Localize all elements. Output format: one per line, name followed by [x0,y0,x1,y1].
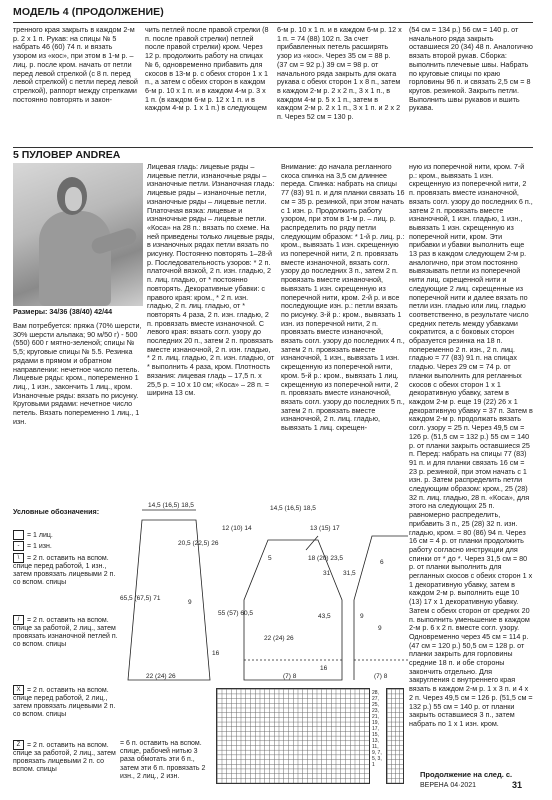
dim-14: 43,5 [318,613,331,620]
cable-left-symbol: / [13,615,24,625]
dim-4: 65,5 (67,5) 71 [120,595,161,602]
top-col-1: тренного края закрыть в каждом 2-м р. 2 х 1 п. Рукав: на спицы № 5 набрать 46 (60) 74 п. и вязать узором из «кос», при этом в 1-м р. – лиц. р. после кром. начать от петли перед левой стрелкой (с 8 п. перед левой стрелкой) с петли перед левой стрелкой), раппорт между стрелками постоянно повторять и закон- [13,25,138,104]
knitting-chart [216,688,370,784]
dim-7: 16 [212,650,220,657]
cable-right-symbol: \ [13,553,24,563]
col-3: Внимание: до начала регланного скоса спинка на 3,5 см длиннее переда. Спинка: набрать на спицы 77 (83) 91 п. и для планки связать 16 см = 35 р. резинкой, при этом начать с 1 изн. р. Продолжить работу узором, при этом в 1-м р. – лиц. р. распределить по ряду петли следующим образом: * 1-й р. лиц. р.: кром., вывязать 1 изн. скрещенную из поперечной нити, 2 п. провязать вместе изнаночной, вязать согл. узору до последних 3 п., затем 2 п. провязать вместе изнаночной, вывязать 1 изн. скрещенную из поперечной нити, кром. 2-й р. и все последующие изн. р.: петли вязать по рисунку. 3-й р.: кром., вывязать 1 изн. из поперечной нити, 2 п. провязать вместе изнаночной, вязать согл. узору до последних 4 п., затем 2 п. провязать вместе изнаночной, 1 изн., вывязать 1 изн. скрещенную из поперечной нити, кром. 5-й р.: кром., вывязать 1 лиц. скрещенную из поперечной нити, 2 п. провязать вместе изнаночной, вязать согл. узору до последних 5 п., затем 2 п. провязать вместе изнаночной, 2 п. лиц. гладью, вывязать 1 лиц. скрещен- [281,162,405,433]
legend-item-cable3: X = 2 п. оставить на вспом. спице перед работой, 2 лиц., затем провязать лицевыми 2 п. со вспом. спицы [13,686,116,719]
legend-item-wrap: = 6 п. оставить на вспом. спице, рабочей нитью 3 раза обмотать эти 6 п., затем эти 6 п. провязать 2 изн., 2 лиц., 2 изн. [120,740,206,780]
top-col-3: 6-м р. 10 х 1 п. и в каждом 6-м р. 12 х 1 п. = 74 (88) 102 п. За счет прибавленных петель расширять узор из «кос». Через 35 см = 88 р. (37 см = 92 р.) 39 см = 98 р. от начального ряда закрыть для окатa рукава с обеих сторон 1 х 8 п., затем в каждом 2-м р. 2 х 2 п., 3 х 1 п., в каждом 4-м р. 5 х 1 п., затем в каждом 2-м р. 2 х 1 п., 3 х 1 п. и 2 х 2 п. Через 52 см = 130 р. [277,25,402,122]
knitting-chart-side [386,688,404,784]
dim-21: 9 [378,625,382,632]
top-col-2: чить петлей после правой стрелки (8 п. после правой стрелки) петлей после правой стрелки) кром. Через 12 р. продолжить работу на спицах № 6, одновременно прибавить для скосов в 13-м р. с обеих сторон 1 х 1 п., а затем с обеих сторон в каждом 6-м р. 10 х 1 п. и в каждом 4-м р. 3 х 1 п. (в каждом 6-м р. 12 х 1 п. и в каждом 4-м р. 1 х 1 п.) в следующем [145,25,269,113]
schematic-diagrams [118,500,408,685]
dim-18: 22 (24) 26 [264,635,294,642]
legend-item-cable2: / = 2 п. оставить на вспом. спице за работой, 2 лиц., затем провязать изнаночной петлей п. со вспом. спицы [13,616,118,649]
header-rule [13,22,533,23]
sizes: Размеры: 34/36 (38/40) 42/44 [13,307,113,316]
dim-19: 31,5 [343,570,356,577]
dim-13: 31 [323,570,331,577]
dim-2: 20,5 (22,5) 26 [178,540,219,547]
dim-8: 22 (24) 26 [146,673,176,680]
knit-symbol [13,530,24,540]
mid-col: Лицевая гладь: лицевые ряды – лицевые петли, изнаночные ряды – изнаночные петли. Изнаночная гладь: лицевые ряды – изнаночные петли, изнаночные ряды – лицевые петли. Платочная вязка: лицевые и изнаночные ряды – лицевые петли. «Коса» на 28 п.: вязать по схеме. На ней приведены только лицевые ряды, в изнаночных рядах петли вязать по рисунку. Постоянно повторять 1–28-й р. Последовательность узоров: * 2 п. платочной вязкой, 2 п. изн. гладью, 2 п. лиц. гладью, от * постоянно повторять. Декоративные убавки: с правого края: кром., * 2 п. изн. гладью, 2 п. лиц. гладью, от * повторять 4 раза, 2 п. изн. гладью, 2 п. провязать вместе изнаночной. С левого края: вязать согл. узору до последних 20 п., затем 2 п. провязать вместе изнаночной, 2 п. изн. гладью, * 2 п. лиц. гладью, 2 п. изн. гладью, от * выполнить 4 раза, кром. Плотность вязания: лицевая гладь – 17,5 п. x 25,5 р. = 10 x 10 см; «Коса» – 28 п. = ширина 13 см. [147,162,275,398]
legend-item-purl: - = 1 изн. [13,541,118,551]
section-title: 5 ПУЛОВЕР ANDREA [13,147,533,162]
dim-12: 18 (20) 23,5 [308,555,344,562]
dim-5: 9 [188,599,192,606]
dim-9: 14,5 (16,5) 18,5 [270,505,316,512]
dim-20: 6 [380,559,384,566]
legend-item-knit: = 1 лиц. [13,530,118,540]
dim-17: 9 [360,613,364,620]
dim-6: 55 (57) 60,5 [218,610,254,617]
col-4: ную из поперечной нити, кром. 7-й р.: кром., вывязать 1 изн. скрещенную из поперечной нити, 2 п. провязать вместе изнаночной, вязать согл. узору до последних 6 п., затем 2 п. провязать вместе изнаночной, 1 изн. гладью, 1 изн., вывязать 1 изн. скрещенную из поперечной нити, кром. Эти прибавки и убавки выполнить еще 13 раз в каждом следующем 2-м р. аналогично, при этом постоянно вывязывать петли из поперечной нити лиц. скрещенной нити и следующие 2 лиц. скрещенные из поперечной нити и далее вязать по петли изн. гладью или лиц. гладью соответственно, в результате число средних петель между убавками сократится, а с боковых сторон образуется резинка на 18 п. попеременно 2 п. изн., 2 п. лиц. гладью = 77 (83) 91 п. на спицах гладью. Через 29 см = 74 р. от планки выполнить для регланных скосов с обеих сторон 1 х 1 декоративную убавку, затем в каждом 2-м р. еще 19 (22) 26 х 1 декоративную убавку = 37 п. Затем в каждом 2-м р. продолжать вязать согл. узору = 25 п. Через 49,5 см = 126 р. (51,5 см = 132 р.) 55 см = 140 р. от планки закрыть оставшиеся 25 п. Перед: набрать на спицы 77 (83) 91 п. и для планки связать 16 см = 23 р. резинкой, при этом начать с 1 изн. р. Затем распределить петли следующим образом: кром., 25 (28) 32 п. лиц. гладью, 28 п. «Коса», для этого на следующих 25 п. равномерно распределить, прибавить 3 п., 25 (28) 32 п. изн. гладью, кром. = 80 (86) 94 п. Через 16 см = 4 р. от планки продолжить работу согласно инструкции для спинки от * до *. Через 31,5 см = 80 р. от планки выполнить для регланных скосов с обеих сторон 1 х 1 декоративную убавку, затем в каждом 2-м р. выполнить еще 10 (13) 17 х 1 декоративную убавку. Затем с обеих сторон от средних 20 п. выполнить уменьшение в каждом 2-м р. 6 х 2 п. вместе согл. узору. Одновременно через 45 см = 114 р. (47 см = 120 р.) 50,5 см = 128 р. от планки закрыть для горловины средние 18 п. и обе стороны закончить отдельно. Для закругления с внутреннего края вязать в каждом 2-м р. 1 х 3 п. и 4 х 2 п. Через 49,5 см = 126 р. (51,5 см = 132 р.) 55 см = 140 р. от планки закрыть оставшиеся 3 п., затем набрать по 1 х 1 изн. кром. [409,162,533,728]
page-number: 31 [512,780,523,790]
dim-1: 14,5 (16,5) 18,5 [148,502,194,509]
front-outline [354,536,408,680]
legend-item-cable4: Z = 2 п. оставить на вспом. спице за работой, 2 лиц., затем провязать лицевыми 2 п. со вспом. спицы [13,741,116,774]
dim-16: (7) 8 [283,673,297,680]
dim-10: 13 (15) 17 [310,525,340,532]
page-header: МОДЕЛЬ 4 (ПРОДОЛЖЕНИЕ) [13,6,164,18]
chart-row-numbers: 28, 27, 25, 23, 21, 19, 17, 15, 13, 11, 9, 7, 5, 3, 1 [372,690,382,768]
legend-item-cable1: \ = 2 п. оставить на вспом. спице перед работой, 1 изн., затем провязать лицевыми 2 п. со вспом. спицы [13,554,116,587]
dim-22: (7) 8 [374,673,388,680]
magazine-label: ВЕРЕНА 04·2021 [420,782,477,789]
cable-cross-symbol: X [13,685,24,695]
top-col-4: (54 см = 134 р.) 56 см = 140 р. от начального ряда закрыть оставшиеся 20 (34) 48 п. Аналогично вязать второй рукав. Сборка: выполнить плечевые швы. Набрать по круговые спицы по краю горловины 96 п. и связать 2,5 см = 8 кругов. резинкой. Закрыть петли. Выполнить швы рукавов и вшить рукава. [409,25,533,113]
dim-15: 16 [320,665,328,672]
left-col: Вам потребуется: пряжа (70% шерсти, 30% шерсти альпака; 90 м/50 г) - 500 (550) 600 г мятно-зеленой; спицы № 5,5; круговые спицы № 5.5. Резинка рядами в прямом и обратном направлении: нечетное число петель. Лицевые ряды: кром., попеременно 1 лиц., 1 изн., закончить 1 лиц., кром. Изнаночные ряды: вязать по рисунку. Круговыми рядами: нечетное число петель. Вязать попеременно 1 лиц., 1 изн. [13,321,142,426]
continued-note: Продолжение на след. с. [420,770,513,779]
legend-title: Условные обозначения: [13,507,100,516]
dim-3: 12 (10) 14 [222,525,252,532]
cable-cross2-symbol: Z [13,740,24,750]
model-photo [13,163,143,306]
purl-symbol: - [13,541,24,551]
dim-11: 5 [268,555,272,562]
